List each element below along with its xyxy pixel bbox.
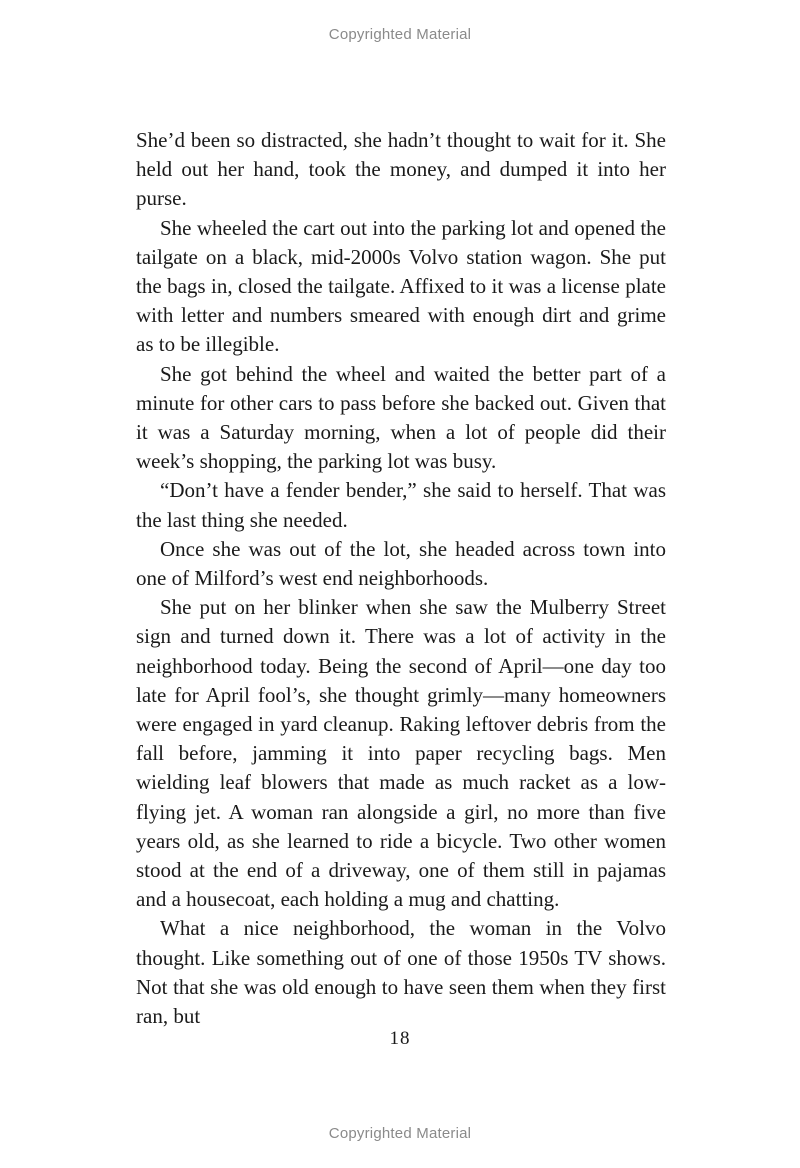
page-body	[136, 126, 666, 1031]
paragraph: “Don’t have a fender bender,” she said to herself. That was the last thing she needed.	[136, 478, 666, 532]
paragraph: What a nice neighborhood, the woman in the Volvo thought. Like something out of one of those 1950s TV shows. Not that she was old enough to have seen them when they first ran, but	[136, 916, 666, 1029]
copyright-watermark-bottom: Copyrighted Material	[328, 1125, 472, 1142]
paragraph: She’d been so distracted, she hadn’t thought to wait for it. She held out her hand, took the money, and dumped it into her purse.	[136, 128, 666, 211]
paragraph: She got behind the wheel and waited the better part of a minute for other cars to pass before she backed out. Given that it was a Saturday morning, when a lot of people did their week’s shopping, the parking lot was busy.	[136, 361, 666, 474]
copyright-watermark-top: Copyrighted Material	[328, 26, 472, 43]
paragraph: Once she was out of the lot, she headed across town into one of Milford’s west end neighborhoods.	[136, 536, 666, 591]
paragraph: She put on her blinker when she saw the Mulberry Street sign and turned down it. There was a lot of activity in the neighborhood today. Being the second of April—one day too late for April fool’s, she thought grimly—many homeowners were engaged in yard cleanup. Raking leftover debris from the fall before, jamming it into paper recycling bags. Men wielding leaf blowers that made as much racket as a low-flying jet. A woman ran alongside a girl, no more than five years old, as she learned to ride a bicycle. Two other women stood at the end of a driveway, one of them still in pajamas and a housecoat, each holding a mug and chatting.	[136, 595, 666, 912]
page-number: 18	[389, 1028, 411, 1049]
paragraph: She wheeled the cart out into the parking lot and opened the tailgate on a black, mid-2000s Volvo station wagon. She put the bags in, closed the tailgate. Affixed to it was a license plate with letter and numbers smeared with enough dirt and grime as to be illegible.	[136, 215, 666, 357]
